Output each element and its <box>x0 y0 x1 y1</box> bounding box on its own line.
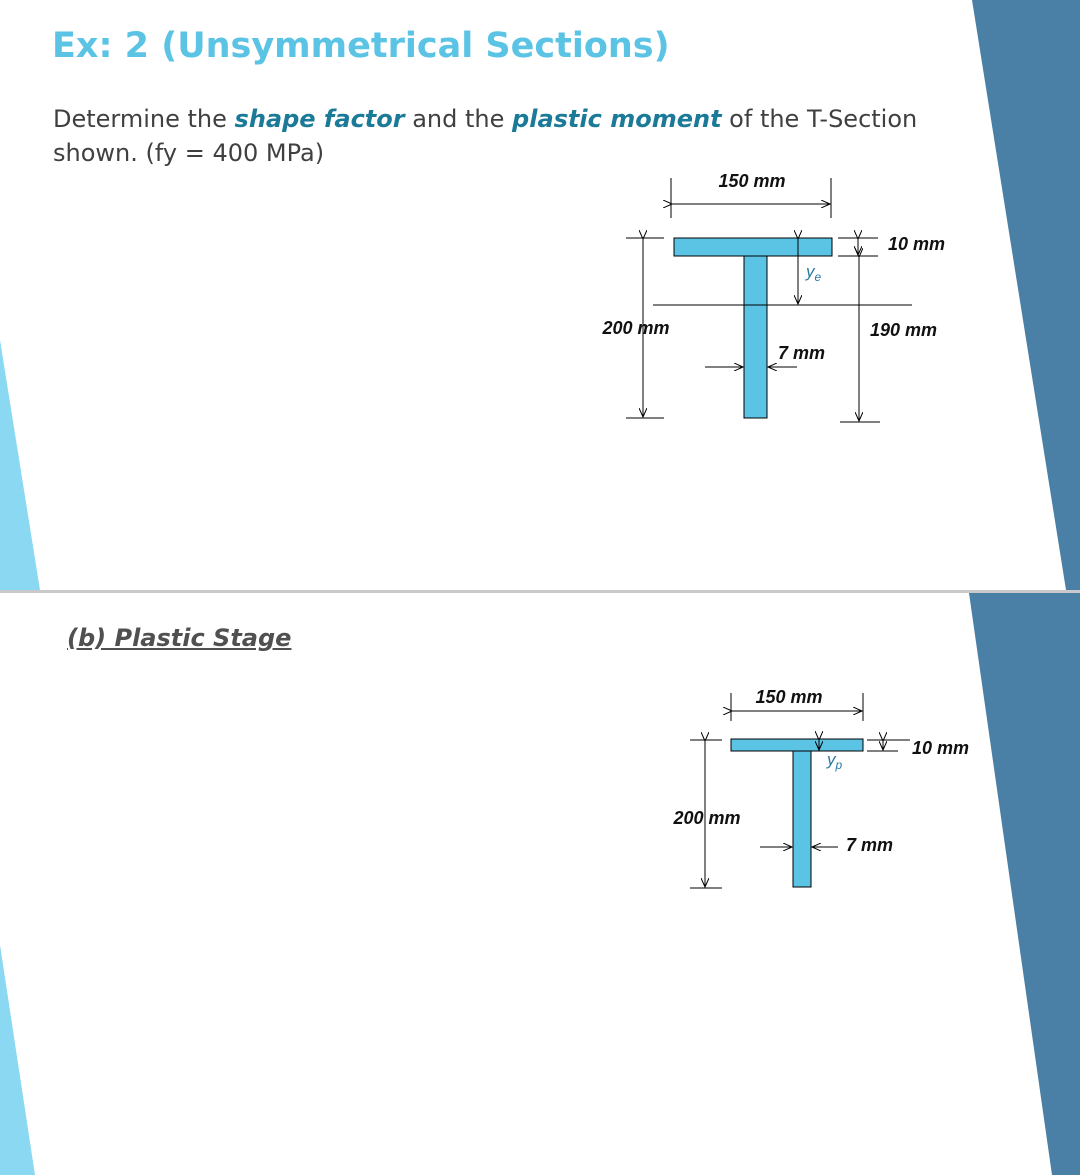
problem-text-3: of the T-Section shown. (fy = 400 MPa) <box>53 105 918 167</box>
web-depth-label: 190 mm <box>870 320 938 340</box>
web-thickness-label: 7 mm <box>846 835 894 855</box>
ye-label: $y_e$ <box>806 262 822 284</box>
flange-width-label: 150 mm <box>755 687 823 707</box>
flange <box>674 238 832 256</box>
total-depth-label: 200 mm <box>602 318 670 338</box>
t-section-diagram-plastic <box>0 593 1080 1175</box>
web-thickness-label: 7 mm <box>778 343 826 363</box>
problem-text-1: Determine the <box>53 105 235 133</box>
web <box>744 256 767 418</box>
flange-width-label: 150 mm <box>718 171 786 191</box>
flange-thickness-label: 10 mm <box>912 738 970 758</box>
flange-thickness-dimension <box>867 740 910 751</box>
flange <box>731 739 863 751</box>
slide-2 <box>0 593 1080 1175</box>
plastic-moment-term: plastic moment <box>512 105 722 133</box>
total-depth-label: 200 mm <box>673 808 741 828</box>
flange-thickness-label: 10 mm <box>888 234 946 254</box>
slide-title: Ex: 2 (Unsymmetrical Sections) <box>52 26 670 66</box>
yp-label: $y_p$ <box>827 750 843 772</box>
section-heading: (b) Plastic Stage <box>67 624 292 652</box>
shape-factor-term: shape factor <box>234 105 405 133</box>
problem-text-2: and the <box>404 105 513 133</box>
flange-thickness-dimension <box>838 238 878 256</box>
web <box>793 751 811 887</box>
